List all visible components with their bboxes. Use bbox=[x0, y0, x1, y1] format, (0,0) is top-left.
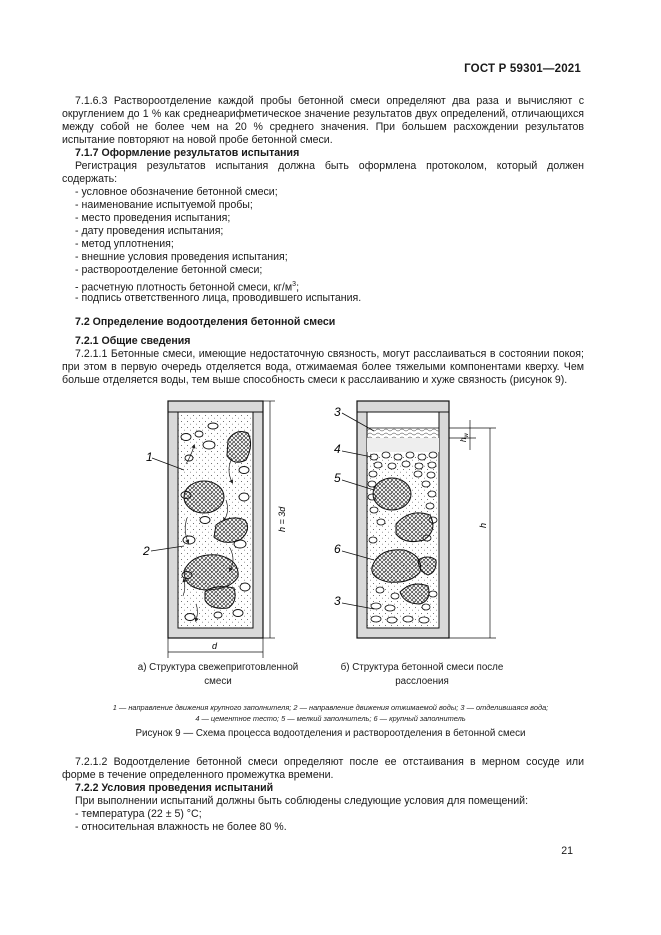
dimension-h3d bbox=[263, 401, 275, 638]
heading-7-2-1: 7.2.1 Общие сведения bbox=[75, 335, 191, 347]
figure-legend bbox=[55, 702, 606, 724]
caption-a-line1: а) Структура свежеприготовленной bbox=[137, 662, 299, 673]
heading-7-1-7: 7.1.7 Оформление результатов испытания bbox=[75, 147, 300, 159]
dimension-hw-label bbox=[459, 433, 470, 442]
list-item-tail: ; bbox=[296, 281, 300, 294]
heading-7-2: 7.2 Определение водоотделения бетонной смеси bbox=[75, 316, 336, 328]
dimension-h-label: h bbox=[478, 522, 488, 528]
caption-b-line1: б) Структура бетонной смеси после bbox=[340, 662, 504, 673]
list-item: - условное обозначение бетонной смеси; bbox=[75, 186, 278, 198]
paragraph-7-2-2: При выполнении испытаний должны быть соблюдены следующие условия для помещений: bbox=[75, 795, 529, 807]
container-b bbox=[357, 401, 449, 638]
caption-a-line2: смеси bbox=[204, 676, 232, 687]
caption-b bbox=[322, 661, 522, 689]
list-item-text: - расчетную плотность бетонной смеси, кг/м bbox=[75, 281, 293, 294]
list-item: - метод уплотнения; bbox=[75, 238, 174, 250]
list-item: - дату проведения испытания; bbox=[75, 225, 224, 237]
dimension-h3d-label: h = 3d bbox=[277, 506, 287, 532]
container-a bbox=[168, 401, 263, 638]
list-item: - наименование испытуемой пробы; bbox=[75, 199, 253, 211]
dimension-hw-main: h bbox=[459, 437, 468, 442]
figure-label-1: 1 bbox=[146, 450, 153, 464]
figure-label-6: 6 bbox=[334, 542, 341, 556]
list-item: - внешние условия проведения испытания; bbox=[75, 251, 288, 263]
dimension-hw-sub: w bbox=[464, 433, 470, 438]
figure-label-3-top: 3 bbox=[334, 405, 341, 419]
list-item: - место проведения испытания; bbox=[75, 212, 231, 224]
caption-b-line2: расслоения bbox=[395, 676, 449, 687]
list-item: - раствороотделение бетонной смеси; bbox=[75, 264, 263, 276]
figure-label-4: 4 bbox=[334, 442, 341, 456]
heading-7-2-2: 7.2.2 Условия проведения испытаний bbox=[75, 782, 274, 794]
paragraph-7-1-7: Регистрация результатов испытания должна быть оформлена протоколом, который должен содержать: bbox=[62, 160, 584, 186]
paragraph-7-1-6-3: 7.1.6.3 Раствороотделение каждой пробы бетонной смеси определяют два раза и вычисляют с округлением до 1 % как среднеарифметическое значение результатов двух определений, отличающихся между собой не более чем на 20 % среднего значения. При большем расхождении результатов испытание повторяют на новой пробе бетонной смеси. bbox=[62, 95, 584, 147]
figure-9-diagram bbox=[0, 395, 661, 651]
standard-header: ГОСТ Р 59301—2021 bbox=[464, 63, 581, 75]
page-number: 21 bbox=[561, 845, 573, 857]
legend-line2: 4 — цементное тесто; 5 — мелкий заполнитель; 6 — крупный заполнитель bbox=[195, 714, 466, 723]
figure-label-3-bottom: 3 bbox=[334, 594, 341, 608]
list-item: - относительная влажность не более 80 %. bbox=[75, 821, 287, 833]
paragraph-7-2-1-2: 7.2.1.2 Водоотделение бетонной смеси определяют после ее отстаивания в мерном сосуде или форме в течение определенного промежутка времени. bbox=[62, 756, 584, 782]
paragraph-7-2-1-1: 7.2.1.1 Бетонные смеси, имеющие недостаточную связность, могут расслаиваться в состоянии покоя; при этом в первую очередь отделяется вода, отжимаемая более тяжелыми компонентами кверху. Чем больше отделяется воды, тем выше способность смеси к расслаиванию и хуже связность (рисунок 9). bbox=[62, 348, 584, 387]
dimension-h bbox=[449, 420, 496, 638]
figure-label-2: 2 bbox=[143, 544, 150, 558]
caption-a bbox=[128, 661, 308, 689]
figure-title: Рисунок 9 — Схема процесса водоотделения и раствороотделения в бетонной смеси bbox=[135, 728, 526, 739]
superscript: 3 bbox=[292, 281, 297, 288]
legend-line1: 1 — направление движения крупного заполнителя; 2 — направление движения отжимаемой воды; 3 — отделившаяся вода; bbox=[112, 703, 549, 712]
list-item: - подпись ответственного лица, проводившего испытания. bbox=[75, 292, 362, 304]
dimension-d-label: d bbox=[212, 641, 218, 651]
list-item: - температура (22 ± 5) °С; bbox=[75, 808, 202, 820]
figure-label-5: 5 bbox=[334, 471, 341, 485]
